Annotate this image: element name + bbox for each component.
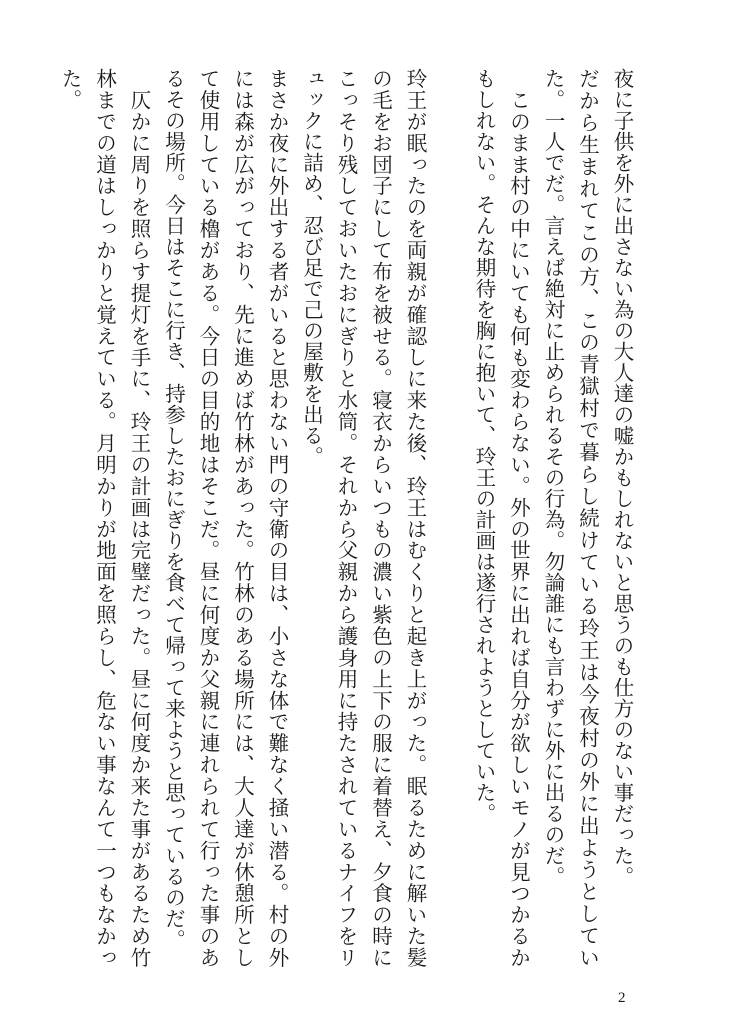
vertical-text-body <box>53 68 640 968</box>
section-break <box>432 68 467 968</box>
paragraph-3: このまま村の中にいても何も変わらない。外の世界に出れば自分が欲しいモノが見つかるかもしれない。そんな期待を胸に抱いて、玲王の計画は遂行されようとしていた。 <box>472 68 531 969</box>
paragraph-2: だから生まれてこの方、この青獄村で暮らし続けている玲王は今夜村の外に出ようとしていた。一人でだ。言えば絶対に止められるその行為。勿論誰にも言わずに外に出るのだ。 <box>541 68 600 968</box>
page-number: 2 <box>618 990 626 1006</box>
paragraph-5: まさか夜に外出する者がいると思わない門の守衛の目は、小さな体で難なく掻い潜る。村の外には森が広がっており、先に進めば竹林があった。竹林のある場所には、大人達が休憩所として使用している櫓がある。今日の目的地はそこだ。昼に何度か父親に連れられて行った事のあるその場所。今日はそこに行き、持参したおにぎりを食べて帰って来ようと思っているのだ。 <box>161 68 289 969</box>
paragraph-6: 仄かに周りを照らす提灯を手に、玲王の計画は完璧だった。昼に何度か来た事があるため竹林までの道はしっかりと覚えている。月明かりが地面を照らし、危ない事なんて一つもなかった。 <box>58 68 151 969</box>
paragraph-4: 玲王が眠ったのを両親が確認しに来た後、玲王はむくりと起き上がった。眠るために解いた髪の毛をお団子にして布を被せる。寝衣からいつもの濃い紫色の上下の服に着替え、夕食の時にこっそり残しておいたおにぎりと水筒。それから父親から護身用に持たされているナイフをリュックに詰め、忍び足で己の屋敷を出る。 <box>299 68 427 969</box>
paragraph-1: 夜に子供を外に出さない為の大人達の嘘かもしれないと思うのも仕方のない事だった。 <box>610 68 634 887</box>
